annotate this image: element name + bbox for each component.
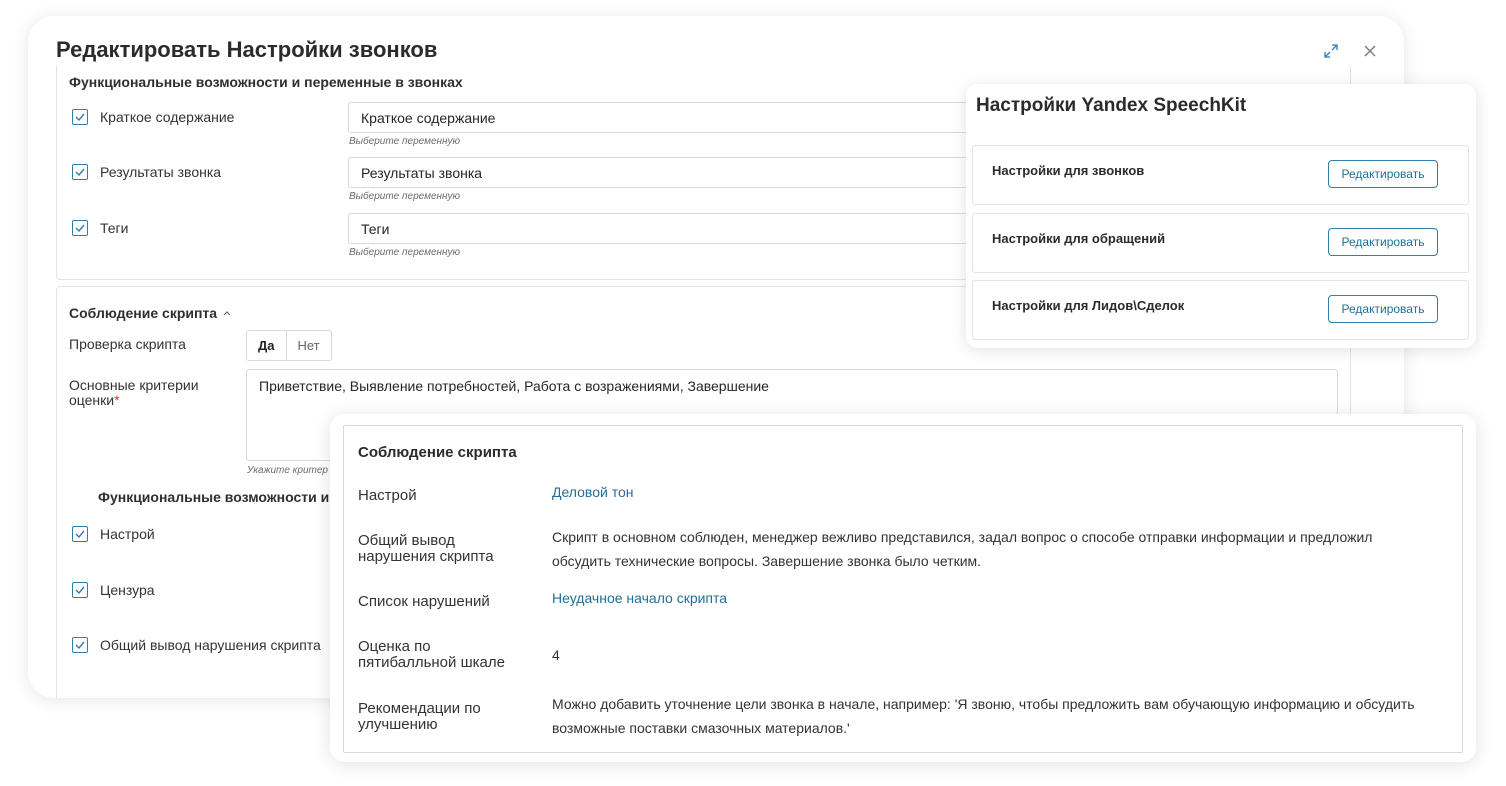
chevron-up-icon[interactable] [221,306,233,324]
script-feature-label: Настрой [100,526,155,542]
script-feature-checkbox[interactable] [72,526,88,542]
feature-checkbox[interactable] [72,109,88,125]
features-header: Функциональные возможности и переменные в звонках [69,74,463,90]
feature-checkbox[interactable] [72,164,88,180]
checkbox-checked-icon [74,111,86,123]
script-feature-checkbox[interactable] [72,582,88,598]
criteria-label [69,378,219,408]
expand-icon[interactable] [1321,41,1341,61]
checkbox-checked-icon [74,584,86,596]
result-key: Рекомендации по улучшению [358,700,481,733]
criteria-label-text: Основные критерии оценки [69,377,199,408]
close-icon[interactable] [1360,41,1380,61]
result-key: Список нарушений [358,593,490,610]
yandex-row-label: Настройки для обращений [992,231,1166,246]
script-feature-checkbox[interactable] [72,637,88,653]
modal-title: Редактировать Настройки звонков [56,37,438,62]
feature-variable-select[interactable] [348,102,1008,133]
feature-checkbox[interactable] [72,220,88,236]
edit-button[interactable]: Редактировать [1328,160,1438,188]
edit-button[interactable]: Редактировать [1328,295,1438,323]
required-mark: * [114,392,120,408]
checkbox-checked-icon [74,639,86,651]
select-value: Теги [361,221,390,237]
yandex-row-label: Настройки для Лидов\Сделок [992,298,1185,313]
result-key: Оценка по пятибалльной шкале [358,638,505,671]
script-check-toggle[interactable] [246,330,332,361]
result-title: Соблюдение скрипта [358,444,517,461]
result-key: Настрой [358,487,417,504]
script-feature-label: Цензура [100,582,155,598]
yandex-settings-row [972,145,1469,205]
criteria-hint: Укажите критер [247,465,328,476]
select-hint: Выберите переменную [349,136,461,147]
result-card [343,425,1463,753]
yandex-speechkit-panel [966,84,1476,348]
yandex-settings-row [972,280,1469,340]
no-option[interactable]: Нет [297,338,320,353]
edit-button[interactable]: Редактировать [1328,228,1438,256]
yes-option[interactable]: Да [247,331,287,360]
select-value: Краткое содержание [361,110,496,126]
feature-label: Теги [100,220,129,236]
yandex-settings-row [972,213,1469,273]
select-value: Результаты звонка [361,165,483,181]
script-features-header: Функциональные возможности и [98,489,330,505]
script-compliance-result-panel [330,414,1476,762]
result-value: Можно добавить уточнение цели звонка в начале, например: 'Я звоню, чтобы предложить вам обучающую информацию и обсудить возможные поставки смазочных материалов.' [552,696,1415,736]
yandex-row-label: Настройки для звонков [992,163,1145,178]
script-check-label: Проверка скрипта [69,336,186,352]
select-hint: Выберите переменную [349,191,461,202]
result-value-link[interactable]: Деловой тон [552,484,634,500]
select-hint: Выберите переменную [349,247,461,258]
result-value-link[interactable]: Неудачное начало скрипта [552,590,728,606]
script-header[interactable]: Соблюдение скрипта [69,305,218,321]
feature-label: Краткое содержание [100,109,235,125]
criteria-value: Приветствие, Выявление потребностей, Работа с возражениями, Завершение [259,378,769,394]
checkbox-checked-icon [74,222,86,234]
yandex-panel-title: Настройки Yandex SpeechKit [976,95,1247,116]
checkbox-checked-icon [74,166,86,178]
result-key: Общий вывод нарушения скрипта [358,532,494,565]
result-value: Скрипт в основном соблюден, менеджер вежливо представился, задал вопрос о способе отправки информации и предложил обсудить технические вопросы. Завершение звонка было четким. [552,529,1373,569]
feature-label: Результаты звонка [100,164,222,180]
checkbox-checked-icon [74,528,86,540]
feature-variable-select[interactable] [348,157,1008,188]
feature-variable-select[interactable] [348,213,1008,244]
result-value: 4 [552,647,560,663]
script-feature-label: Общий вывод нарушения скрипта [100,637,321,653]
